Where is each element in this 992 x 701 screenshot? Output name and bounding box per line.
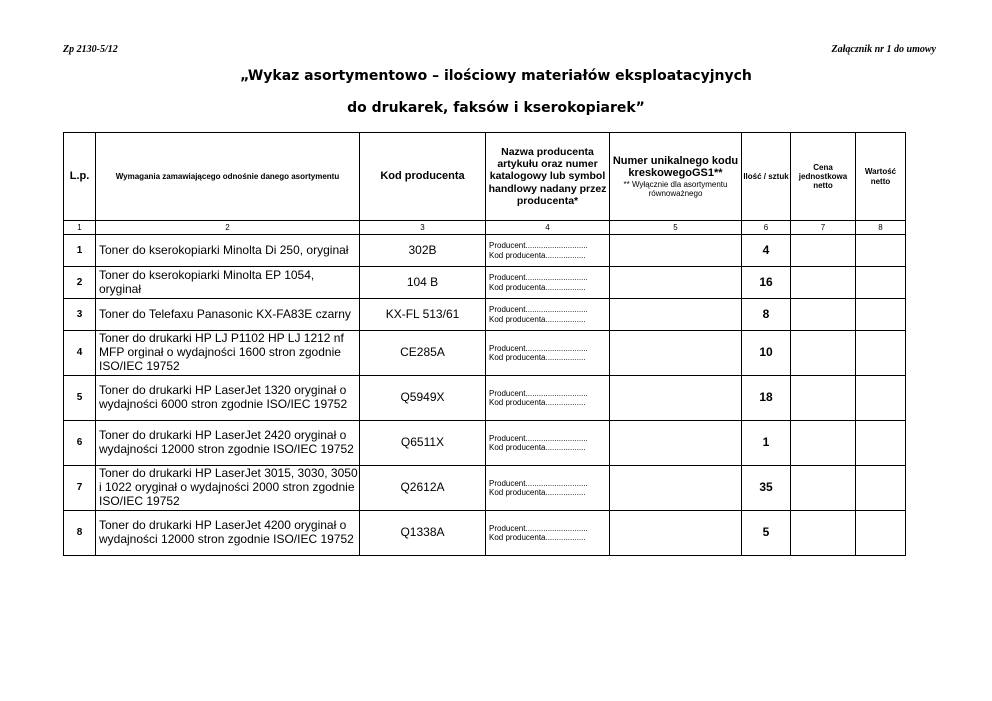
row-description: Toner do drukarki HP LaserJet 4200 oryginał o wydajności 12000 stron zgodnie ISO/IEC 19752 [96, 511, 360, 556]
producer-line: Producent............................ [489, 523, 588, 533]
row-unit-price-cell[interactable] [791, 267, 856, 299]
producer-code-line: Kod producenta.................. [489, 314, 586, 324]
producer-line: Producent............................ [489, 433, 588, 443]
header-code: Kod producenta [360, 133, 486, 221]
row-producer-fill-in[interactable] [486, 376, 610, 421]
row-producer-code: Q6511X [360, 421, 486, 466]
header-lp: L.p. [64, 133, 96, 221]
producer-line: Producent............................ [489, 273, 588, 283]
table-row [64, 331, 906, 376]
header-requirements: Wymagania zamawiającego odnośnie danego asortymentu [96, 133, 360, 221]
producer-line: Producent............................ [489, 305, 588, 315]
table-row [64, 299, 906, 331]
column-number: 6 [742, 221, 791, 235]
row-producer-fill-in[interactable] [486, 421, 610, 466]
attachment-label: Załącznik nr 1 do umowy [831, 44, 936, 55]
row-producer-fill-in[interactable] [486, 511, 610, 556]
row-barcode-cell[interactable] [610, 331, 742, 376]
document-reference: Zp 2130-5/12 [63, 44, 118, 55]
producer-line: Producent............................ [489, 241, 588, 251]
table-header-row [64, 133, 906, 221]
page-title-line-2: do drukarek, faksów i kserokopiarek” [347, 100, 645, 116]
row-barcode-cell[interactable] [610, 235, 742, 267]
row-producer-code: 104 B [360, 267, 486, 299]
row-unit-price-cell[interactable] [791, 235, 856, 267]
row-net-value-cell[interactable] [856, 376, 906, 421]
producer-code-line: Kod producenta.................. [489, 353, 586, 362]
header-qty: Ilość / sztuk [742, 133, 791, 221]
row-barcode-cell[interactable] [610, 376, 742, 421]
row-producer-fill-in[interactable] [486, 235, 610, 267]
producer-line: Producent............................ [489, 343, 588, 353]
row-description: Toner do drukarki HP LaserJet 3015, 3030, 3050 i 1022 oryginał o wydajności 2000 stron zgodnie ISO/IEC 19752 [96, 466, 360, 511]
column-number: 3 [360, 221, 486, 235]
column-number: 7 [791, 221, 856, 235]
producer-code-line: Kod producenta.................. [489, 398, 586, 407]
row-unit-price-cell[interactable] [791, 299, 856, 331]
table-row [64, 511, 906, 556]
row-producer-code: KX-FL 513/61 [360, 299, 486, 331]
row-quantity: 18 [742, 376, 791, 421]
row-barcode-cell[interactable] [610, 466, 742, 511]
producer-code-line: Kod producenta.................. [489, 282, 586, 292]
table-row [64, 267, 906, 299]
row-lp: 6 [64, 421, 96, 466]
column-number: 1 [64, 221, 96, 235]
row-description: Toner do drukarki HP LJ P1102 HP LJ 1212 nf MFP orginał o wydajności 1600 stron zgodnie ISO/IEC 19752 [96, 331, 360, 376]
row-barcode-cell[interactable] [610, 267, 742, 299]
row-unit-price-cell[interactable] [791, 466, 856, 511]
header-barcode-note: ** Wyłącznie dla asortymentu równoważnego [623, 179, 728, 199]
row-unit-price-cell[interactable] [791, 376, 856, 421]
row-description: Toner do Telefaxu Panasonic KX-FA83E czarny [96, 299, 360, 331]
row-lp: 8 [64, 511, 96, 556]
producer-line: Producent............................ [489, 388, 588, 398]
table-row [64, 421, 906, 466]
row-lp: 1 [64, 235, 96, 267]
table-row [64, 235, 906, 267]
header-unit-price: Cena jednostkowa netto [791, 133, 856, 221]
row-net-value-cell[interactable] [856, 235, 906, 267]
row-lp: 3 [64, 299, 96, 331]
row-unit-price-cell[interactable] [791, 511, 856, 556]
row-description: Toner do drukarki HP LaserJet 1320 oryginał o wydajności 6000 stron zgodnie ISO/IEC 19752 [96, 376, 360, 421]
row-lp: 2 [64, 267, 96, 299]
column-number: 4 [486, 221, 610, 235]
row-producer-fill-in[interactable] [486, 331, 610, 376]
row-producer-fill-in[interactable] [486, 299, 610, 331]
table-row [64, 466, 906, 511]
row-net-value-cell[interactable] [856, 466, 906, 511]
row-quantity: 16 [742, 267, 791, 299]
table-row [64, 376, 906, 421]
row-barcode-cell[interactable] [610, 511, 742, 556]
row-net-value-cell[interactable] [856, 421, 906, 466]
header-producer-name: Nazwa producenta artykułu oraz numer katalogowy lub symbol handlowy nadany przez producenta* [486, 133, 610, 221]
row-net-value-cell[interactable] [856, 299, 906, 331]
row-barcode-cell[interactable] [610, 421, 742, 466]
column-number: 2 [96, 221, 360, 235]
row-quantity: 5 [742, 511, 791, 556]
row-unit-price-cell[interactable] [791, 331, 856, 376]
producer-code-line: Kod producenta.................. [489, 250, 586, 260]
row-producer-code: 302B [360, 235, 486, 267]
row-producer-fill-in[interactable] [486, 267, 610, 299]
row-lp: 5 [64, 376, 96, 421]
row-net-value-cell[interactable] [856, 331, 906, 376]
row-producer-code: Q1338A [360, 511, 486, 556]
row-quantity: 1 [742, 421, 791, 466]
producer-line: Producent............................ [489, 478, 588, 488]
row-quantity: 35 [742, 466, 791, 511]
producer-code-line: Kod producenta.................. [489, 533, 586, 542]
row-lp: 7 [64, 466, 96, 511]
row-net-value-cell[interactable] [856, 267, 906, 299]
row-lp: 4 [64, 331, 96, 376]
row-unit-price-cell[interactable] [791, 421, 856, 466]
row-net-value-cell[interactable] [856, 511, 906, 556]
column-number: 5 [610, 221, 742, 235]
row-quantity: 8 [742, 299, 791, 331]
row-description: Toner do drukarki HP LaserJet 2420 oryginał o wydajności 12000 stron zgodnie ISO/IEC 19752 [96, 421, 360, 466]
row-description: Toner do kserokopiarki Minolta Di 250, oryginał [96, 235, 360, 267]
header-barcode-main: Numer unikalnego kodu kreskowegoGS1** [612, 154, 739, 180]
row-producer-code: Q5949X [360, 376, 486, 421]
page-title-line-1: „Wykaz asortymentowo – ilościowy materiałów eksploatacyjnych [240, 68, 752, 84]
row-quantity: 10 [742, 331, 791, 376]
producer-code-line: Kod producenta.................. [489, 488, 586, 497]
row-description: Toner do kserokopiarki Minolta EP 1054, oryginał [96, 267, 360, 299]
row-quantity: 4 [742, 235, 791, 267]
row-producer-code: CE285A [360, 331, 486, 376]
header-barcode [610, 133, 742, 221]
column-number-row [64, 221, 906, 235]
column-number: 8 [856, 221, 906, 235]
row-barcode-cell[interactable] [610, 299, 742, 331]
assortment-table [63, 132, 906, 556]
producer-code-line: Kod producenta.................. [489, 443, 586, 452]
header-net-value: Wartość netto [856, 133, 906, 221]
row-producer-code: Q2612A [360, 466, 486, 511]
row-producer-fill-in[interactable] [486, 466, 610, 511]
